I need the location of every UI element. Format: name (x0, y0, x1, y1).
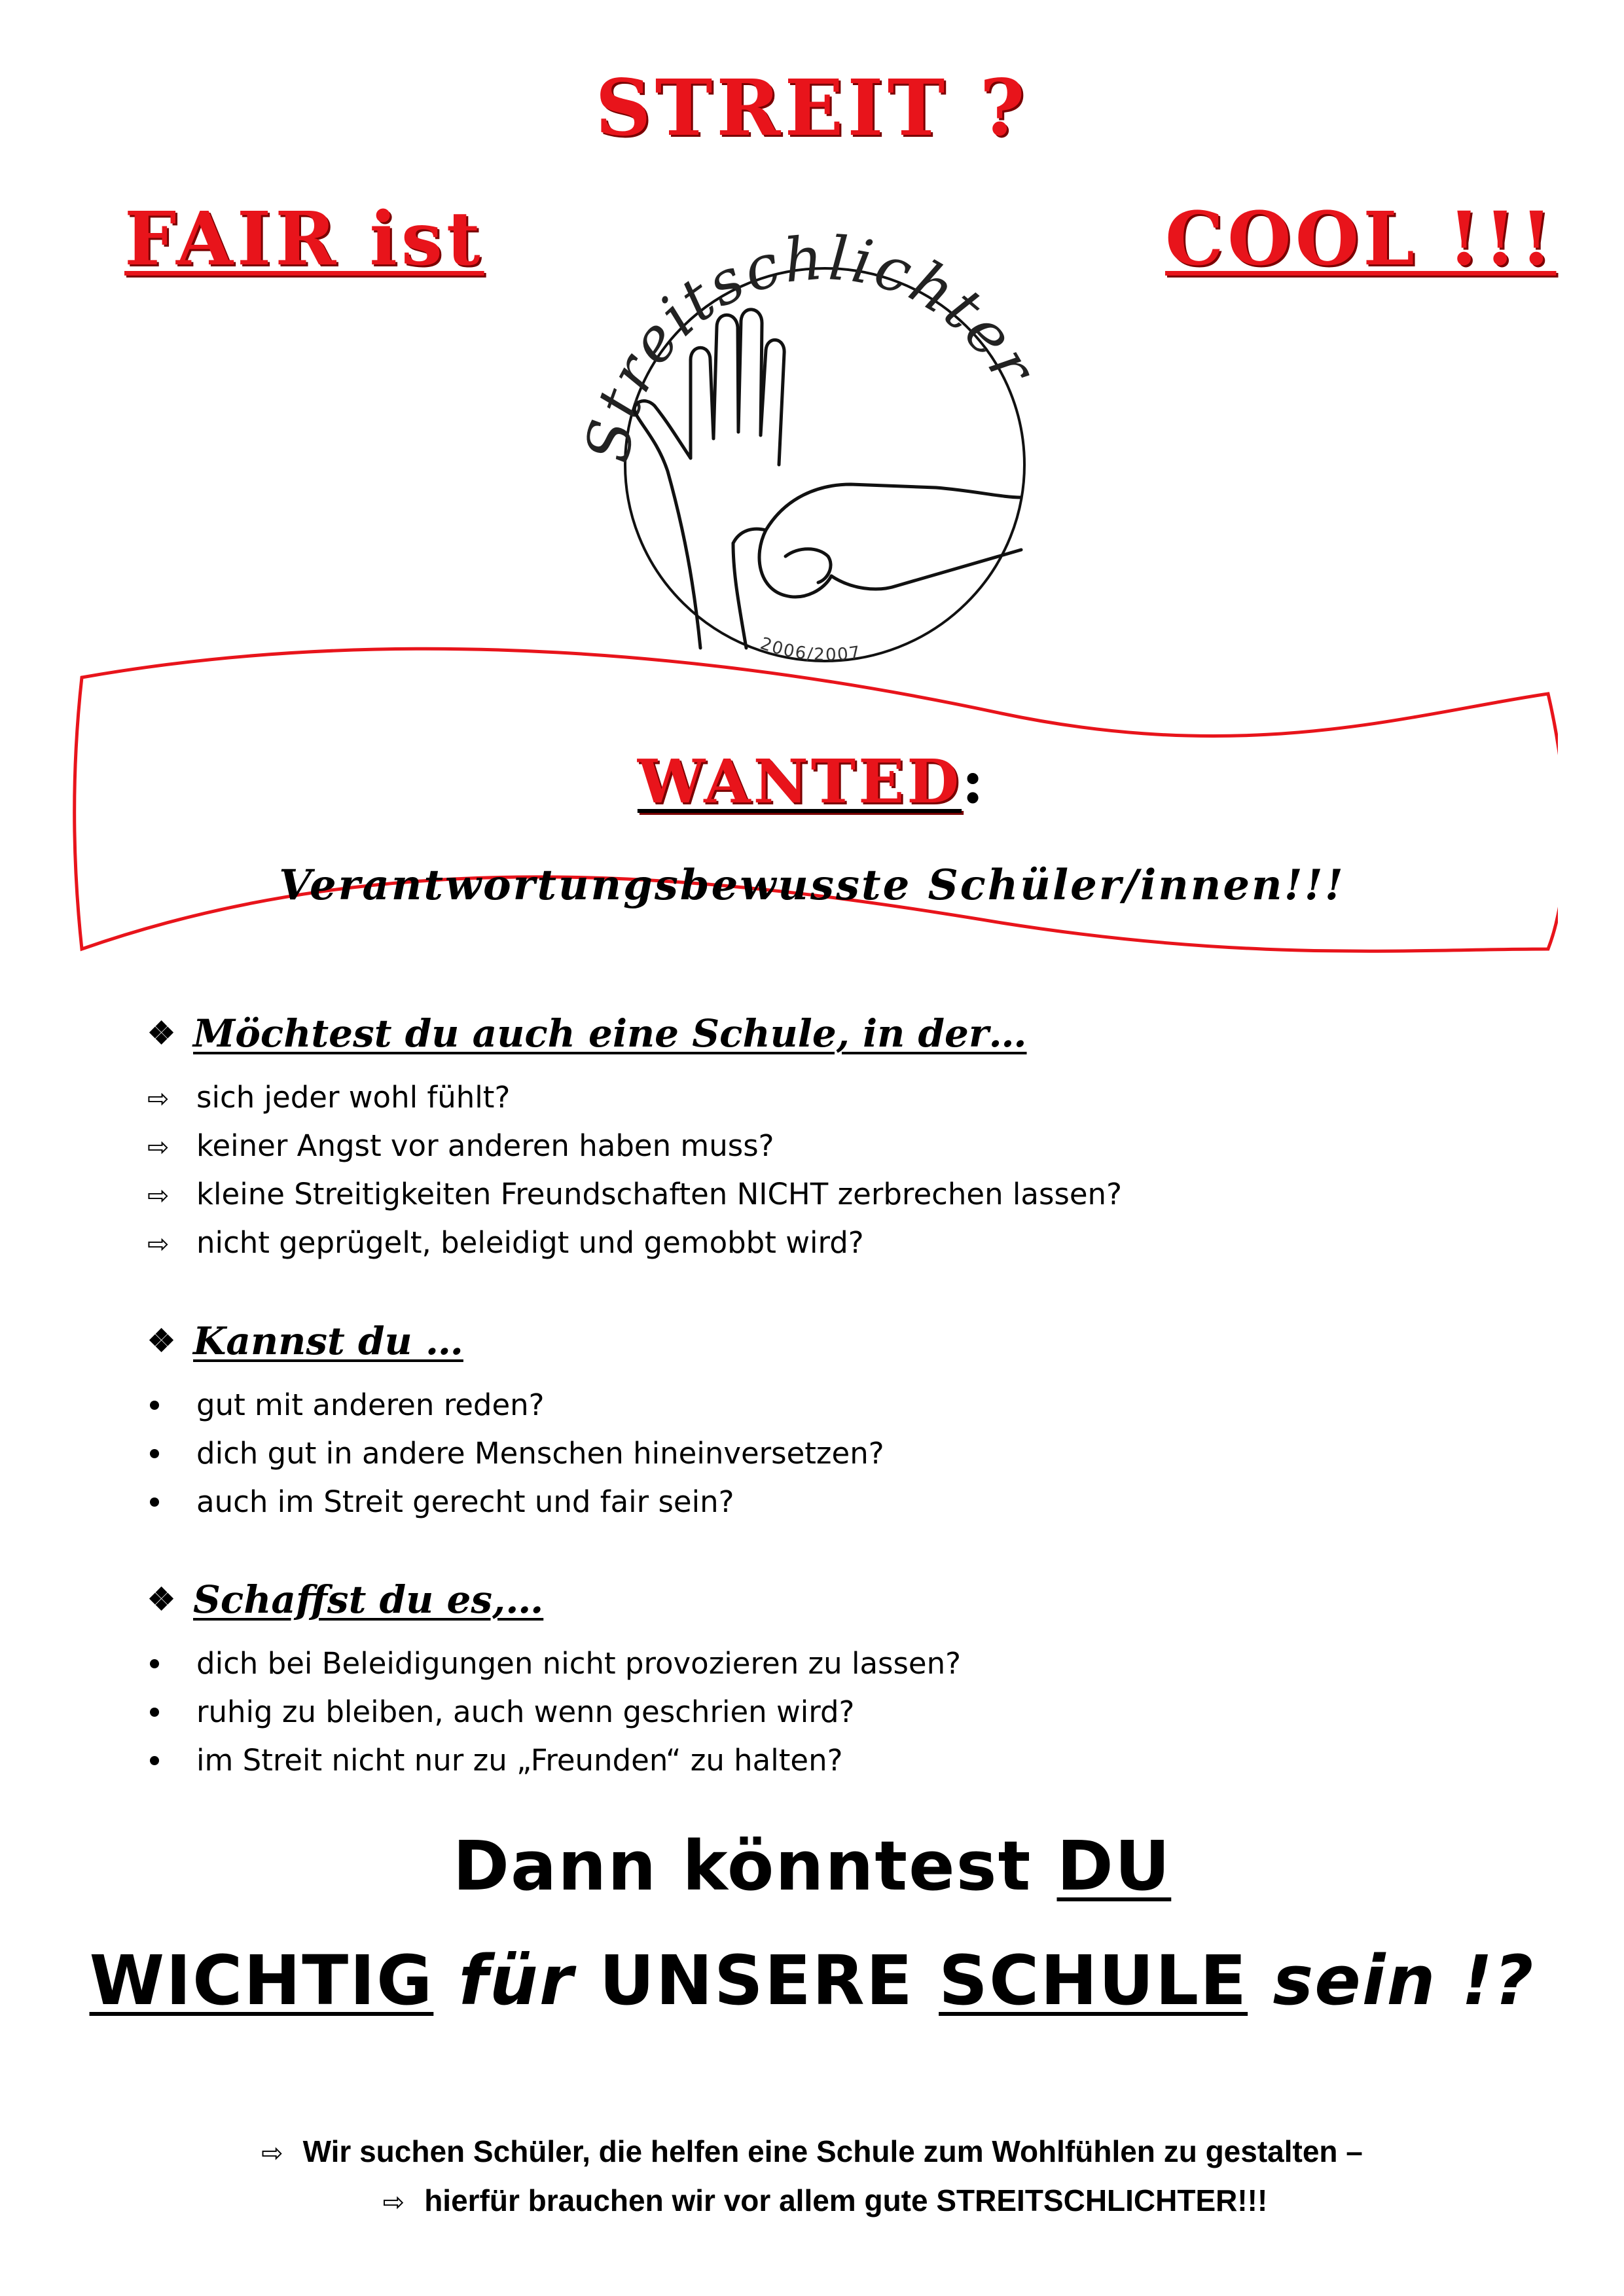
section-list-1 (147, 1073, 1122, 1267)
cta-sein: sein !? (1272, 1941, 1535, 2020)
footer-line-2 (0, 2183, 1624, 2218)
arrow-right-icon: ⇨ (147, 1132, 170, 1162)
wanted-word: WANTED (637, 746, 962, 817)
section-heading-text: Möchtest du auch eine Schule, in der… (193, 1011, 1027, 1056)
cta-du: DU (1056, 1826, 1172, 1906)
wanted-colon: : (962, 746, 987, 817)
cta-unsere: UNSERE (599, 1941, 914, 2020)
section-heading-3 (147, 1577, 543, 1622)
list-item (147, 1219, 1122, 1267)
diamond-bullet-icon: ❖ (147, 1581, 176, 1618)
cta-fuer: für (458, 1941, 575, 2020)
wanted-subtitle: Verantwortungsbewusste Schüler/innen!!! (279, 861, 1345, 910)
svg-text:Streitschlichter (572, 223, 1051, 467)
arrow-right-icon: ⇨ (147, 1181, 170, 1211)
list-item-text: ruhig zu bleiben, auch wenn geschrien wird? (196, 1695, 855, 1729)
list-item (147, 1170, 1122, 1219)
section-list-2 (147, 1381, 884, 1526)
bullet-dot-icon (147, 1381, 196, 1429)
bullet-dot-icon (147, 1429, 196, 1478)
left-slogan: FAIR ist (124, 196, 484, 282)
list-item (147, 1478, 884, 1526)
section-heading-1 (147, 1011, 1027, 1056)
arrow-right-icon: ⇨ (261, 2139, 283, 2168)
bullet-dot-icon (147, 1688, 196, 1736)
logo-year: 2006/2007 (757, 634, 863, 666)
list-item-text: im Streit nicht nur zu „Freunden“ zu halten? (196, 1743, 843, 1778)
cta-schule: SCHULE (939, 1941, 1248, 2020)
list-item-text: gut mit anderen reden? (196, 1388, 545, 1422)
list-item (147, 1073, 1122, 1122)
list-item (147, 1688, 961, 1736)
right-slogan: COOL !!! (1165, 196, 1557, 282)
section-list-3 (147, 1640, 961, 1785)
list-item-text: kleine Streitigkeiten Freundschaften NICHT zerbrechen lassen? (196, 1177, 1122, 1211)
list-item-text: dich gut in andere Menschen hineinversetzen? (196, 1436, 884, 1471)
call-to-action-line-1 (0, 1826, 1624, 1906)
page-title: STREIT ? (595, 62, 1029, 153)
list-item-text: keiner Angst vor anderen haben muss? (196, 1128, 774, 1163)
list-item (147, 1736, 961, 1785)
arrow-right-icon: ⇨ (147, 1229, 170, 1259)
call-to-action-line-2 (0, 1941, 1624, 2020)
list-item-text: nicht geprügelt, beleidigt und gemobbt wird? (196, 1225, 864, 1260)
list-item-text: auch im Streit gerecht und fair sein? (196, 1484, 734, 1519)
section-heading-text: Kannst du … (193, 1319, 463, 1363)
footer-line-1 (0, 2134, 1624, 2169)
list-item-text: sich jeder wohl fühlt? (196, 1080, 511, 1115)
diamond-bullet-icon: ❖ (147, 1323, 176, 1359)
list-item (147, 1429, 884, 1478)
diamond-bullet-icon: ❖ (147, 1015, 176, 1052)
list-item (147, 1640, 961, 1688)
hands-stop-icon (634, 310, 1021, 648)
section-heading-text: Schaffst du es,… (193, 1577, 544, 1622)
streitschlichter-logo (569, 190, 1080, 687)
list-item (147, 1122, 1122, 1170)
cta-wichtig: WICHTIG (89, 1941, 434, 2020)
list-item-text: dich bei Beleidigungen nicht provozieren zu lassen? (196, 1646, 962, 1681)
list-item (147, 1381, 884, 1429)
bullet-dot-icon (147, 1640, 196, 1688)
arrow-right-icon: ⇨ (382, 2188, 405, 2217)
section-heading-2 (147, 1319, 463, 1363)
arrow-right-icon: ⇨ (147, 1084, 170, 1114)
cta-text: Dann könntest (452, 1826, 1032, 1906)
wanted-heading (0, 746, 1624, 817)
footer-text: Wir suchen Schüler, die helfen eine Schule zum Wohlfühlen zu gestalten – (302, 2134, 1363, 2168)
bullet-dot-icon (147, 1478, 196, 1526)
bullet-dot-icon (147, 1736, 196, 1785)
logo-arc-text: Streitschlichter (572, 223, 1051, 467)
footer-text: hierfür brauchen wir vor allem gute STREITSCHLICHTER!!! (424, 2183, 1268, 2217)
